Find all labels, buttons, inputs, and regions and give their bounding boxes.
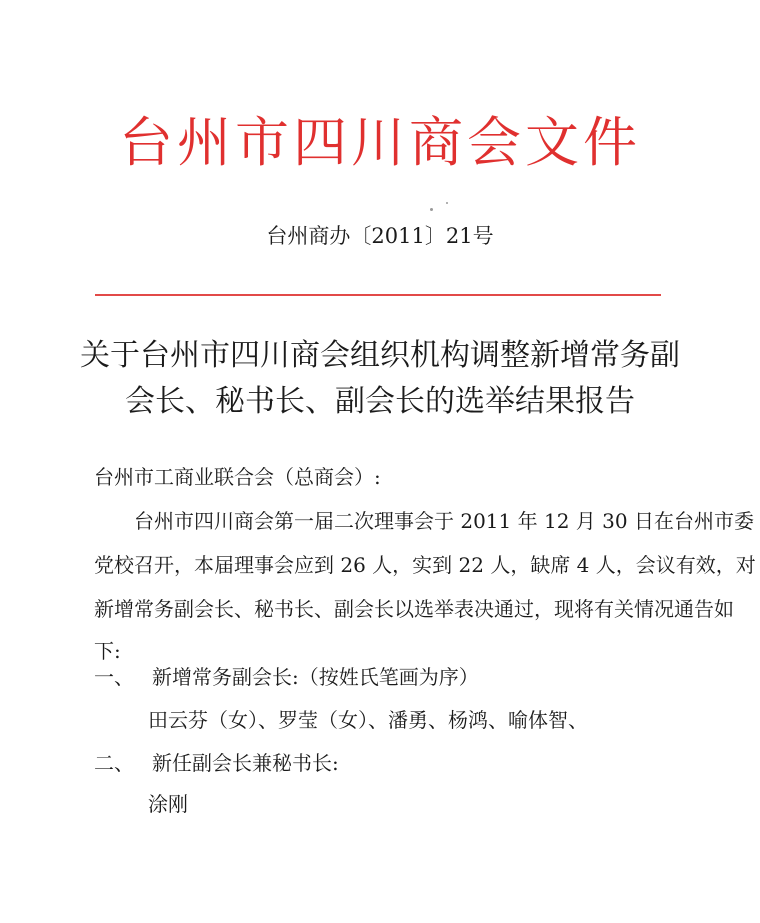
- report-title-line-2: 会长、秘书长、副会长的选举结果报告: [125, 384, 635, 419]
- body-line-2: 党校召开，本届理事会应到 26 人，实到 22 人，缺席 4 人，会议有效，对: [94, 553, 756, 577]
- red-divider-line: [95, 294, 661, 296]
- scan-speck: [430, 208, 433, 211]
- item-2-content: 涂刚: [148, 792, 188, 816]
- body-line-1: 台州市四川商会第一届二次理事会于 2011 年 12 月 30 日在台州市委: [134, 509, 754, 533]
- item-2-number: 二、: [94, 751, 134, 775]
- document-number: 台州商办〔2011〕21号: [266, 224, 494, 248]
- org-header-title: 台州市四川商会文件: [119, 111, 641, 174]
- item-1-heading: 新增常务副会长:（按姓氏笔画为序）: [152, 665, 479, 689]
- body-line-4: 下:: [94, 639, 121, 663]
- report-title-line-1: 关于台州市四川商会组织机构调整新增常务副: [80, 338, 680, 373]
- report-title: [0, 333, 760, 425]
- body-line-3: 新增常务副会长、秘书长、副会长以选举表决通过，现将有关情况通告如: [94, 597, 734, 621]
- scan-speck: [446, 202, 448, 204]
- item-1-number: 一、: [94, 665, 134, 689]
- item-1-content: 田云芬（女）、罗莹（女）、潘勇、杨鸿、喻体智、: [148, 708, 588, 732]
- item-2-heading: 新任副会长兼秘书长:: [152, 751, 339, 775]
- salutation: 台州市工商业联合会（总商会）:: [94, 465, 381, 489]
